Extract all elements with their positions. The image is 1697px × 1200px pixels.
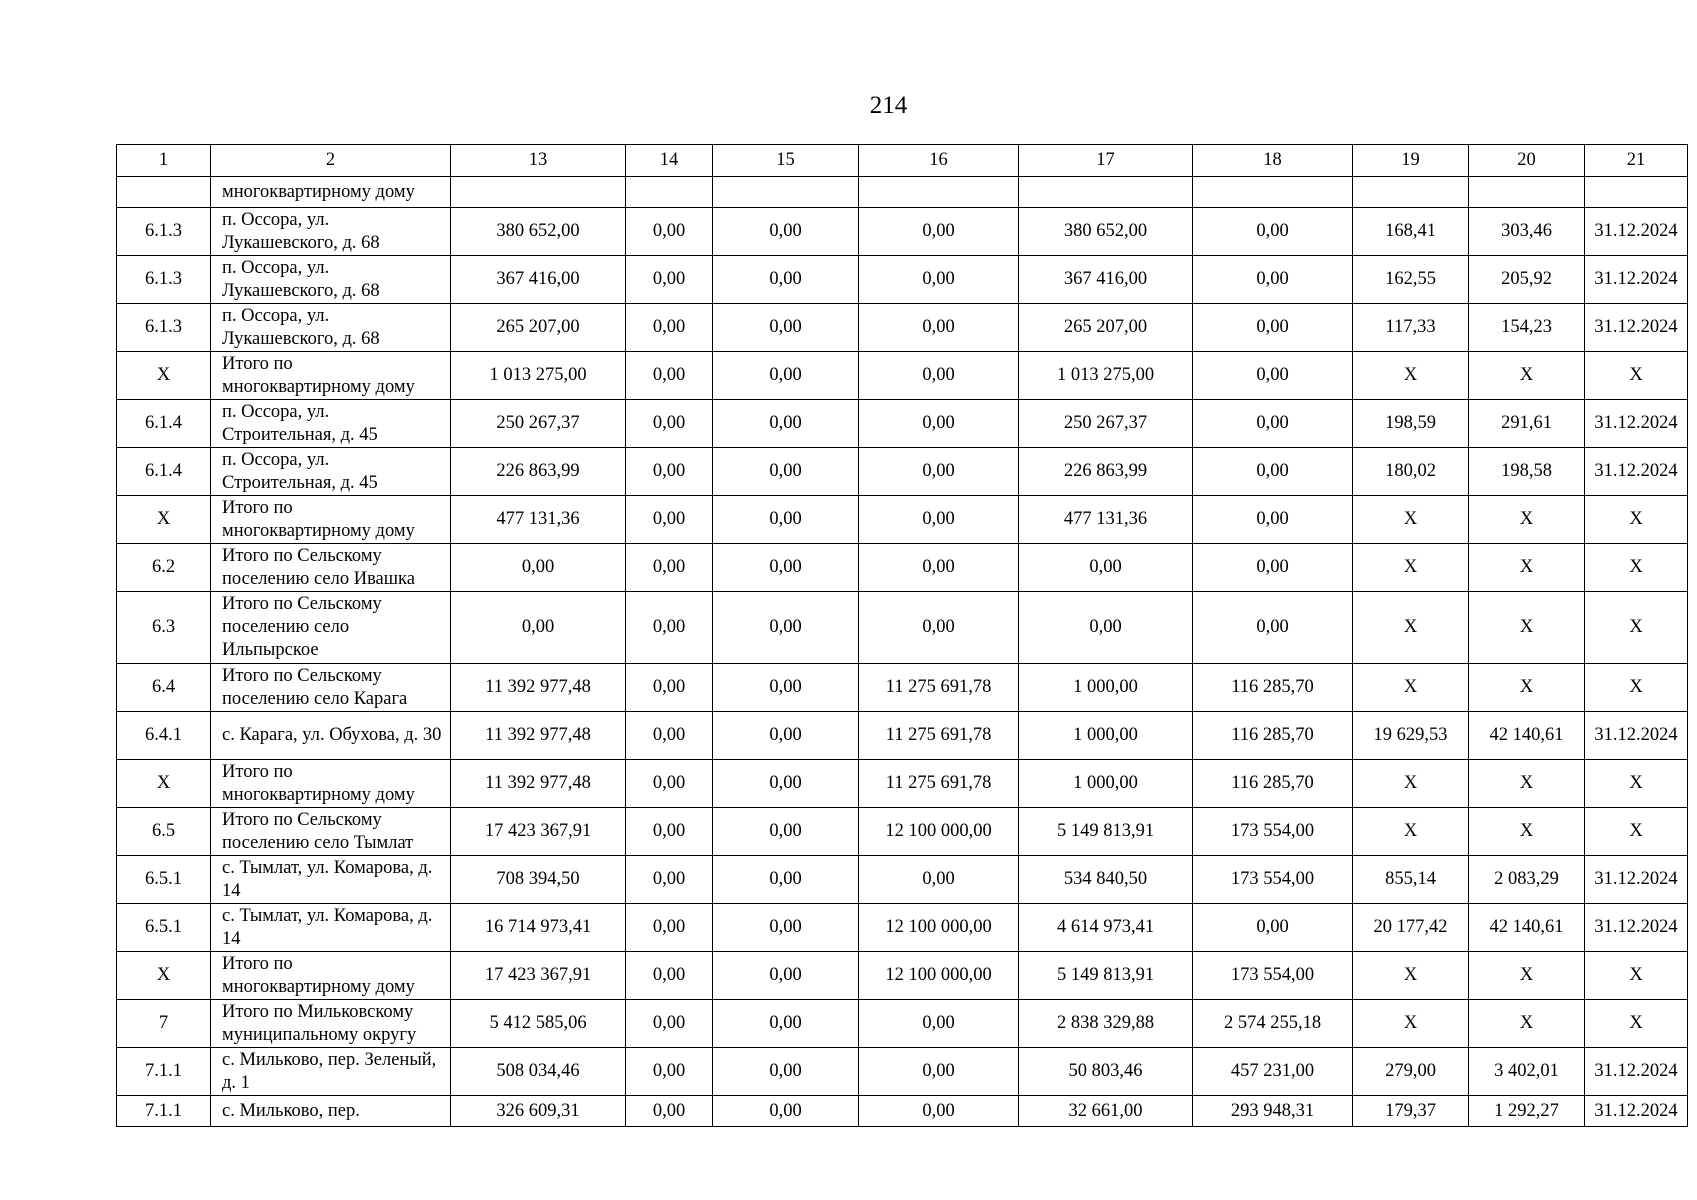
table-cell: 19 629,53 xyxy=(1353,712,1469,760)
table-cell: X xyxy=(117,352,211,400)
table-cell: 20 177,42 xyxy=(1353,904,1469,952)
table-cell: X xyxy=(1469,544,1585,592)
table-cell: 0,00 xyxy=(859,304,1019,352)
table-cell: 7 xyxy=(117,1000,211,1048)
table-cell: 508 034,46 xyxy=(451,1048,626,1096)
table-row xyxy=(117,952,1688,1000)
table-cell: 0,00 xyxy=(713,256,859,304)
table-cell: X xyxy=(1585,1000,1688,1048)
column-header: 19 xyxy=(1353,145,1469,177)
table-cell: 12 100 000,00 xyxy=(859,952,1019,1000)
table-cell: 0,00 xyxy=(626,952,713,1000)
table-cell: 12 100 000,00 xyxy=(859,904,1019,952)
table-cell: 6.1.3 xyxy=(117,208,211,256)
column-header: 17 xyxy=(1019,145,1193,177)
table-cell: 0,00 xyxy=(713,544,859,592)
table-cell: 6.1.4 xyxy=(117,400,211,448)
column-header: 14 xyxy=(626,145,713,177)
table-row xyxy=(117,1048,1688,1096)
table-cell: 0,00 xyxy=(713,496,859,544)
table-cell: X xyxy=(1585,760,1688,808)
table-cell: 11 275 691,78 xyxy=(859,664,1019,712)
table-cell: 477 131,36 xyxy=(451,496,626,544)
column-header: 2 xyxy=(211,145,451,177)
column-header: 16 xyxy=(859,145,1019,177)
table-row xyxy=(117,304,1688,352)
table-cell: 0,00 xyxy=(1193,496,1353,544)
table-cell: 0,00 xyxy=(713,856,859,904)
table-cell: 32 661,00 xyxy=(1019,1096,1193,1127)
table-cell: 31.12.2024 xyxy=(1585,304,1688,352)
table-cell: 31.12.2024 xyxy=(1585,712,1688,760)
table-cell: 0,00 xyxy=(713,1000,859,1048)
table-cell: 0,00 xyxy=(626,208,713,256)
table-cell: X xyxy=(1469,1000,1585,1048)
table-cell: 0,00 xyxy=(1193,352,1353,400)
table-row xyxy=(117,856,1688,904)
table-cell: X xyxy=(1469,664,1585,712)
table-cell: 16 714 973,41 xyxy=(451,904,626,952)
table-row xyxy=(117,760,1688,808)
table-cell: X xyxy=(1469,592,1585,664)
table-cell: 179,37 xyxy=(1353,1096,1469,1127)
table-cell: 1 013 275,00 xyxy=(451,352,626,400)
table-cell: X xyxy=(1469,352,1585,400)
table-cell: 7.1.1 xyxy=(117,1096,211,1127)
table-row xyxy=(117,400,1688,448)
table-cell: 0,00 xyxy=(713,304,859,352)
table-cell: 11 392 977,48 xyxy=(451,760,626,808)
table-cell: 31.12.2024 xyxy=(1585,856,1688,904)
table-cell: 31.12.2024 xyxy=(1585,400,1688,448)
table-cell: 0,00 xyxy=(713,208,859,256)
table-cell: 0,00 xyxy=(1019,592,1193,664)
table-cell: 180,02 xyxy=(1353,448,1469,496)
table-cell: X xyxy=(1353,544,1469,592)
table-cell: 4 614 973,41 xyxy=(1019,904,1193,952)
table-cell: 162,55 xyxy=(1353,256,1469,304)
table-cell: X xyxy=(1353,808,1469,856)
table-cell: 0,00 xyxy=(1193,544,1353,592)
table-cell: 708 394,50 xyxy=(451,856,626,904)
table-cell: 0,00 xyxy=(859,1000,1019,1048)
table-cell: п. Оссора, ул. Строительная, д. 45 xyxy=(211,400,451,448)
table-cell: 0,00 xyxy=(626,808,713,856)
table-cell: 367 416,00 xyxy=(451,256,626,304)
table-cell: 0,00 xyxy=(626,496,713,544)
table-cell xyxy=(713,177,859,208)
table-cell: 31.12.2024 xyxy=(1585,448,1688,496)
column-header: 13 xyxy=(451,145,626,177)
table-cell: 116 285,70 xyxy=(1193,664,1353,712)
table-cell: Итого по Сельскому поселению село Тымлат xyxy=(211,808,451,856)
table-cell: X xyxy=(1585,664,1688,712)
table-cell: 6.1.3 xyxy=(117,256,211,304)
table-cell xyxy=(1019,177,1193,208)
table-cell: 11 275 691,78 xyxy=(859,712,1019,760)
table-cell: 31.12.2024 xyxy=(1585,208,1688,256)
table-cell: 0,00 xyxy=(1019,544,1193,592)
table-cell: 2 574 255,18 xyxy=(1193,1000,1353,1048)
table-cell: 0,00 xyxy=(713,760,859,808)
table-cell: 0,00 xyxy=(713,904,859,952)
table-cell: 250 267,37 xyxy=(451,400,626,448)
table-cell xyxy=(1469,177,1585,208)
table-cell: X xyxy=(1585,952,1688,1000)
table-cell: 12 100 000,00 xyxy=(859,808,1019,856)
table-cell: 326 609,31 xyxy=(451,1096,626,1127)
table-cell: 1 000,00 xyxy=(1019,664,1193,712)
table-cell: 0,00 xyxy=(1193,256,1353,304)
table-cell: 6.4 xyxy=(117,664,211,712)
table-cell: 198,58 xyxy=(1469,448,1585,496)
table-cell: 291,61 xyxy=(1469,400,1585,448)
table-cell: 116 285,70 xyxy=(1193,760,1353,808)
table-cell: 0,00 xyxy=(626,760,713,808)
table-cell: 0,00 xyxy=(713,664,859,712)
table-cell: 50 803,46 xyxy=(1019,1048,1193,1096)
table-cell: с. Тымлат, ул. Комарова, д. 14 xyxy=(211,904,451,952)
table-cell: 0,00 xyxy=(859,448,1019,496)
table-cell: 0,00 xyxy=(859,1048,1019,1096)
table-cell: X xyxy=(1353,760,1469,808)
table-cell: 477 131,36 xyxy=(1019,496,1193,544)
table-cell: 265 207,00 xyxy=(451,304,626,352)
table-cell: 2 083,29 xyxy=(1469,856,1585,904)
table-cell: 0,00 xyxy=(626,664,713,712)
table-cell: 11 275 691,78 xyxy=(859,760,1019,808)
table-cell: 0,00 xyxy=(626,352,713,400)
table-cell: 250 267,37 xyxy=(1019,400,1193,448)
column-header: 1 xyxy=(117,145,211,177)
column-header: 21 xyxy=(1585,145,1688,177)
table-row xyxy=(117,1096,1688,1127)
table-cell: 6.2 xyxy=(117,544,211,592)
table-cell: X xyxy=(1585,496,1688,544)
table-cell: 226 863,99 xyxy=(451,448,626,496)
table-cell: 0,00 xyxy=(1193,400,1353,448)
table-row xyxy=(117,352,1688,400)
table-cell: X xyxy=(1585,352,1688,400)
table-cell: 31.12.2024 xyxy=(1585,904,1688,952)
table-cell: 0,00 xyxy=(626,904,713,952)
table-cell xyxy=(451,177,626,208)
table-cell: 0,00 xyxy=(713,1048,859,1096)
table-cell: 1 000,00 xyxy=(1019,760,1193,808)
table-cell: Итого по многоквартирному дому xyxy=(211,496,451,544)
table-cell: п. Оссора, ул. Строительная, д. 45 xyxy=(211,448,451,496)
table-cell: 6.1.3 xyxy=(117,304,211,352)
table-cell: 17 423 367,91 xyxy=(451,808,626,856)
table-cell: Итого по многоквартирному дому xyxy=(211,760,451,808)
table-cell: 279,00 xyxy=(1353,1048,1469,1096)
table-cell: 0,00 xyxy=(1193,904,1353,952)
table-cell: 0,00 xyxy=(713,808,859,856)
table-cell: 0,00 xyxy=(859,544,1019,592)
table-cell: 534 840,50 xyxy=(1019,856,1193,904)
table-cell: X xyxy=(1585,808,1688,856)
table-row xyxy=(117,808,1688,856)
table-cell: X xyxy=(1469,760,1585,808)
table-cell: 0,00 xyxy=(626,712,713,760)
table-cell: 198,59 xyxy=(1353,400,1469,448)
table-cell: 0,00 xyxy=(859,592,1019,664)
table-cell xyxy=(1585,177,1688,208)
data-table xyxy=(116,144,1688,1127)
table-cell: 0,00 xyxy=(626,592,713,664)
table-cell: 0,00 xyxy=(859,856,1019,904)
table-cell: 6.4.1 xyxy=(117,712,211,760)
table-row xyxy=(117,448,1688,496)
table-row xyxy=(117,592,1688,664)
table-cell: 7.1.1 xyxy=(117,1048,211,1096)
table-row xyxy=(117,544,1688,592)
table-cell: 265 207,00 xyxy=(1019,304,1193,352)
table-cell: 0,00 xyxy=(626,856,713,904)
table-cell: 17 423 367,91 xyxy=(451,952,626,1000)
table-cell: 0,00 xyxy=(1193,208,1353,256)
table-cell xyxy=(1193,177,1353,208)
table-cell: 0,00 xyxy=(1193,304,1353,352)
table-cell: X xyxy=(1353,952,1469,1000)
table-cell: 0,00 xyxy=(859,496,1019,544)
table-cell: 2 838 329,88 xyxy=(1019,1000,1193,1048)
table-cell: п. Оссора, ул. Лукашевского, д. 68 xyxy=(211,208,451,256)
table-cell xyxy=(1353,177,1469,208)
column-header: 20 xyxy=(1469,145,1585,177)
table-cell xyxy=(859,177,1019,208)
table-cell: 0,00 xyxy=(626,544,713,592)
table-cell: X xyxy=(1353,592,1469,664)
table-cell: 6.3 xyxy=(117,592,211,664)
table-cell: Итого по Сельскому поселению село Ивашка xyxy=(211,544,451,592)
table-cell: 0,00 xyxy=(626,304,713,352)
table-cell: X xyxy=(1353,496,1469,544)
table-cell xyxy=(626,177,713,208)
table-cell: 31.12.2024 xyxy=(1585,1048,1688,1096)
table-cell: многоквартирному дому xyxy=(211,177,451,208)
header-row xyxy=(117,145,1688,177)
table-cell: 380 652,00 xyxy=(451,208,626,256)
table-row xyxy=(117,177,1688,208)
table-cell: с. Тымлат, ул. Комарова, д. 14 xyxy=(211,856,451,904)
table-cell: с. Мильково, пер. Зеленый, д. 1 xyxy=(211,1048,451,1096)
table-cell: 6.5 xyxy=(117,808,211,856)
table-cell: 0,00 xyxy=(626,400,713,448)
table-cell: 0,00 xyxy=(859,1096,1019,1127)
column-header: 18 xyxy=(1193,145,1353,177)
table-cell: 116 285,70 xyxy=(1193,712,1353,760)
table-cell: X xyxy=(1353,664,1469,712)
table-cell: 0,00 xyxy=(626,1000,713,1048)
table-cell: п. Оссора, ул. Лукашевского, д. 68 xyxy=(211,256,451,304)
table-cell: п. Оссора, ул. Лукашевского, д. 68 xyxy=(211,304,451,352)
table-cell: X xyxy=(117,496,211,544)
table-cell: 1 000,00 xyxy=(1019,712,1193,760)
table-cell: Итого по Мильковскому муниципальному округу xyxy=(211,1000,451,1048)
table-cell: 0,00 xyxy=(1193,448,1353,496)
table-cell: Итого по Сельскому поселению село Карага xyxy=(211,664,451,712)
table-cell: с. Карага, ул. Обухова, д. 30 xyxy=(211,712,451,760)
table-cell: 0,00 xyxy=(626,1096,713,1127)
table-row xyxy=(117,1000,1688,1048)
table-row xyxy=(117,256,1688,304)
table-cell: X xyxy=(117,760,211,808)
table-cell: X xyxy=(1353,1000,1469,1048)
table-cell: 1 292,27 xyxy=(1469,1096,1585,1127)
table-row xyxy=(117,496,1688,544)
page-number: 214 xyxy=(869,92,908,119)
table-cell xyxy=(117,177,211,208)
table-cell: 0,00 xyxy=(713,712,859,760)
table-row xyxy=(117,208,1688,256)
table-cell: 1 013 275,00 xyxy=(1019,352,1193,400)
table-cell: 0,00 xyxy=(626,256,713,304)
table-cell: Итого по многоквартирному дому xyxy=(211,352,451,400)
table-cell: 205,92 xyxy=(1469,256,1585,304)
table-cell: 0,00 xyxy=(859,400,1019,448)
table-cell: X xyxy=(117,952,211,1000)
table-cell: 11 392 977,48 xyxy=(451,712,626,760)
table-cell: 173 554,00 xyxy=(1193,952,1353,1000)
table-cell: 855,14 xyxy=(1353,856,1469,904)
table-cell: 303,46 xyxy=(1469,208,1585,256)
table-cell: 117,33 xyxy=(1353,304,1469,352)
table-cell: 0,00 xyxy=(626,448,713,496)
table-cell: 0,00 xyxy=(713,952,859,1000)
table-cell: 367 416,00 xyxy=(1019,256,1193,304)
table-cell: 3 402,01 xyxy=(1469,1048,1585,1096)
table-cell: Итого по Сельскому поселению село Ильпырское xyxy=(211,592,451,664)
table-cell: 0,00 xyxy=(713,352,859,400)
table-cell: 31.12.2024 xyxy=(1585,1096,1688,1127)
table-row xyxy=(117,664,1688,712)
table-cell: 226 863,99 xyxy=(1019,448,1193,496)
table-cell: 42 140,61 xyxy=(1469,712,1585,760)
table-cell: 380 652,00 xyxy=(1019,208,1193,256)
table-cell: 0,00 xyxy=(451,592,626,664)
table-cell: X xyxy=(1469,808,1585,856)
table-cell: 0,00 xyxy=(859,208,1019,256)
table-cell: 0,00 xyxy=(713,400,859,448)
table-cell: 6.5.1 xyxy=(117,904,211,952)
table-cell: 0,00 xyxy=(713,448,859,496)
table-row xyxy=(117,904,1688,952)
table-cell: 457 231,00 xyxy=(1193,1048,1353,1096)
table-cell: X xyxy=(1585,544,1688,592)
table-cell: 0,00 xyxy=(1193,592,1353,664)
table-cell: X xyxy=(1469,952,1585,1000)
table-cell: 0,00 xyxy=(859,256,1019,304)
table-cell: 0,00 xyxy=(451,544,626,592)
table-cell: X xyxy=(1353,352,1469,400)
table-cell: 6.5.1 xyxy=(117,856,211,904)
table-cell: 5 149 813,91 xyxy=(1019,952,1193,1000)
table-cell: 154,23 xyxy=(1469,304,1585,352)
table-cell: 0,00 xyxy=(713,1096,859,1127)
table-row xyxy=(117,712,1688,760)
table-cell: 0,00 xyxy=(626,1048,713,1096)
table-cell: 5 412 585,06 xyxy=(451,1000,626,1048)
table-cell: 42 140,61 xyxy=(1469,904,1585,952)
table-cell: 173 554,00 xyxy=(1193,808,1353,856)
table-cell: 168,41 xyxy=(1353,208,1469,256)
table-cell: 0,00 xyxy=(713,592,859,664)
table-cell: 0,00 xyxy=(859,352,1019,400)
table-cell: 31.12.2024 xyxy=(1585,256,1688,304)
table-cell: с. Мильково, пер. xyxy=(211,1096,451,1127)
table-cell: 11 392 977,48 xyxy=(451,664,626,712)
table-cell: 5 149 813,91 xyxy=(1019,808,1193,856)
table-cell: Итого по многоквартирному дому xyxy=(211,952,451,1000)
table-cell: 293 948,31 xyxy=(1193,1096,1353,1127)
table-cell: 6.1.4 xyxy=(117,448,211,496)
table-cell: X xyxy=(1585,592,1688,664)
table-cell: 173 554,00 xyxy=(1193,856,1353,904)
table-cell: X xyxy=(1469,496,1585,544)
column-header: 15 xyxy=(713,145,859,177)
